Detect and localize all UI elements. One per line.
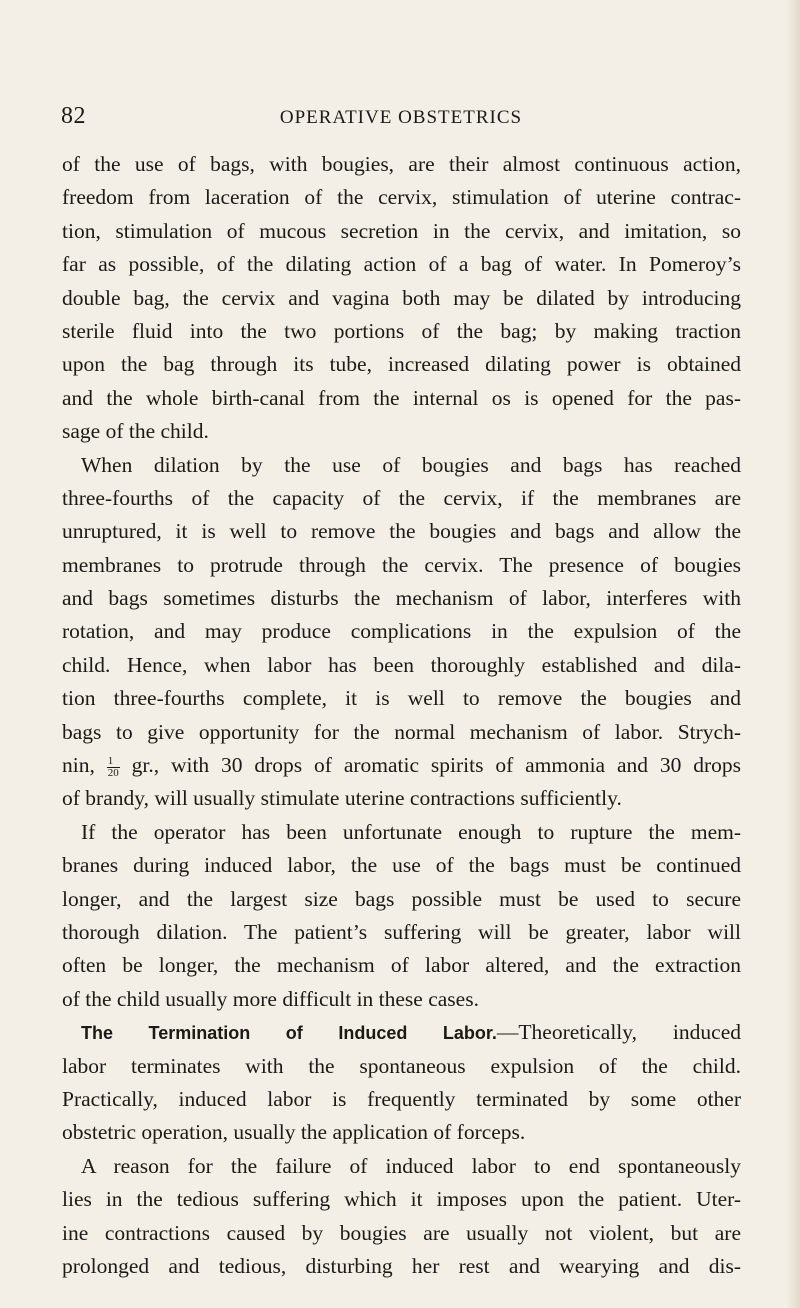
- text-line: If the operator has been unfortunate enough to rupture the mem-: [81, 819, 741, 844]
- text-line: of the use of bags, with bougies, are their almost continuous action,: [62, 152, 741, 176]
- text-line: three-fourths of the capacity of the cervix, if the membranes are: [62, 485, 741, 510]
- text-line: Practically, induced labor is frequently terminated by some other: [62, 1086, 741, 1111]
- text-line: often be longer, the mechanism of labor altered, and the extraction: [62, 953, 741, 978]
- text-line: child. Hence, when labor has been thoroughly established and dila-: [62, 652, 741, 677]
- text-line: freedom from laceration of the cervix, stimulation of uterine contrac-: [62, 185, 741, 210]
- text-line: far as possible, of the dilating action of a bag of water. In Pomeroy’s: [62, 252, 741, 277]
- section-heading-rest: —Theoretically, induced: [496, 1020, 741, 1045]
- text-line: lies in the tedious suffering which it imposes upon the patient. Uter-: [62, 1187, 741, 1212]
- text-line: rotation, and may produce complications in the expulsion of the: [62, 619, 741, 644]
- text-line: labor terminates with the spontaneous expulsion of the child.: [62, 1053, 741, 1078]
- fraction-prefix: nin,: [62, 753, 95, 778]
- text-line: double bag, the cervix and vagina both may be dilated by introducing: [62, 285, 741, 310]
- text-line: A reason for the failure of induced labor to end spontaneously: [81, 1153, 741, 1178]
- text-line: thorough dilation. The patient’s suffering will be greater, labor will: [62, 919, 741, 944]
- text-line: branes during induced labor, the use of the bags must be continued: [62, 853, 741, 878]
- text-line: unruptured, it is well to remove the bougies and bags and allow the: [62, 519, 741, 544]
- fraction-denominator: 20: [107, 766, 119, 779]
- fraction-numerator: 1: [107, 756, 120, 768]
- text-line: upon the bag through its tube, increased dilating power is obtained: [62, 352, 741, 377]
- section-heading-line: [62, 1016, 741, 1049]
- text-line: of the child usually more difficult in these cases.: [62, 986, 479, 1011]
- text-line: prolonged and tedious, disturbing her rest and wearying and dis-: [62, 1253, 741, 1278]
- section-title: The Termination of Induced Labor.: [81, 1023, 497, 1044]
- body-text: [62, 148, 741, 1283]
- text-line: tion, stimulation of mucous secretion in the cervix, and imitation, so: [62, 218, 741, 243]
- text-line: of brandy, will usually stimulate uterine contractions sufficiently.: [62, 786, 622, 811]
- page-header: [61, 103, 741, 133]
- text-line: membranes to protrude through the cervix. The presence of bougies: [62, 552, 741, 577]
- text-line: tion three-fourths complete, it is well to remove the bougies and: [62, 686, 741, 711]
- text-line: obstetric operation, usually the application of forceps.: [62, 1120, 526, 1145]
- fraction: [107, 756, 120, 779]
- page-edge-shadow: [786, 0, 800, 1308]
- text-line: sterile fluid into the two portions of the bag; by making traction: [62, 318, 741, 343]
- page-number: 82: [61, 103, 86, 129]
- text-line: and the whole birth-canal from the internal os is opened for the pas-: [62, 385, 741, 410]
- text-line: longer, and the largest size bags possible must be used to secure: [62, 886, 741, 911]
- text-line: ine contractions caused by bougies are usually not violent, but are: [62, 1220, 741, 1245]
- running-head: OPERATIVE OBSTETRICS: [279, 107, 523, 128]
- text-line: sage of the child.: [62, 419, 209, 444]
- fraction-suffix: gr., with 30 drops of aromatic spirits of ammonia and 30 drops: [131, 753, 742, 778]
- text-line-with-fraction: [62, 749, 741, 782]
- text-line: and bags sometimes disturbs the mechanism of labor, interferes with: [62, 586, 741, 611]
- text-line: bags to give opportunity for the normal mechanism of labor. Strych-: [62, 719, 741, 744]
- text-line: When dilation by the use of bougies and bags has reached: [81, 452, 741, 477]
